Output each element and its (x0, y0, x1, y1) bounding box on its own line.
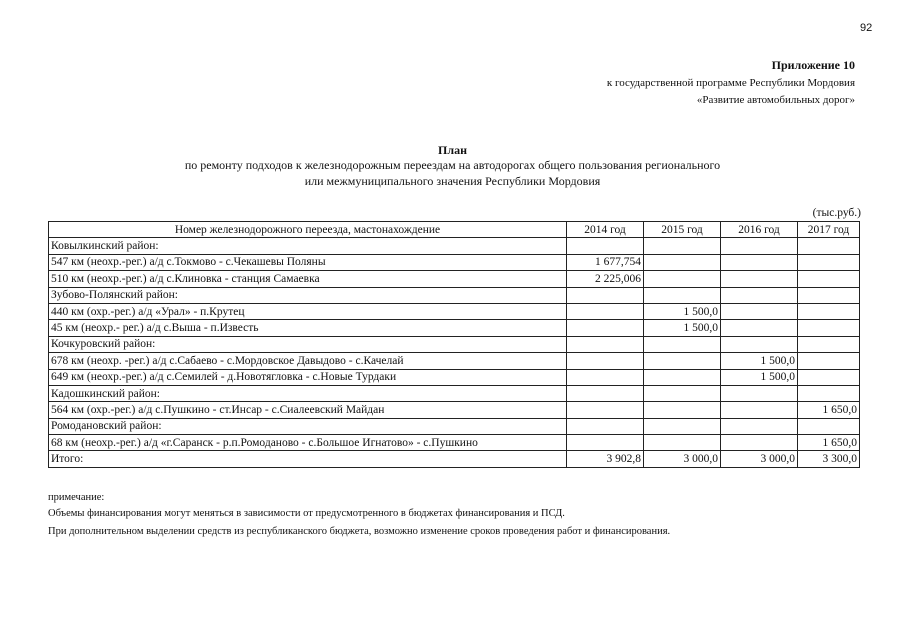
cell-2016 (721, 320, 798, 336)
cell-2014 (567, 303, 644, 319)
row-name: 649 км (неохр.-рег.) а/д с.Семилей - д.Новотягловка - с.Новые Турдаки (49, 369, 567, 385)
plan-table (48, 221, 860, 468)
page-number: 92 (860, 22, 873, 34)
cell-2017 (798, 369, 860, 385)
cell-2016 (721, 303, 798, 319)
table-row (49, 336, 860, 352)
header-2016: 2016 год (721, 222, 798, 238)
cell-2016 (721, 385, 798, 401)
cell-2015 (644, 435, 721, 451)
table-row (49, 271, 860, 287)
row-name: 68 км (неохр.-рег.) а/д «г.Саранск - р.п.Ромоданово - с.Большое Игнатово» - с.Пушкино (49, 435, 567, 451)
cell-2015 (644, 336, 721, 352)
header-location: Номер железнодорожного переезда, мастонахождение (49, 222, 567, 238)
cell-2017 (798, 303, 860, 319)
total-label: Итого: (49, 451, 567, 467)
table-row (49, 238, 860, 254)
table-row (49, 418, 860, 434)
cell-2016: 1 500,0 (721, 353, 798, 369)
notes-line-1: Объемы финансирования могут меняться в зависимости от предусмотренного в бюджетах финансирования и ПСД. (48, 508, 565, 519)
table-row (49, 287, 860, 303)
table-row (49, 320, 860, 336)
cell-2016: 1 500,0 (721, 369, 798, 385)
table-row (49, 254, 860, 270)
header-2017: 2017 год (798, 222, 860, 238)
notes-line-2: При дополнительном выделении средств из республиканского бюджета, возможно изменение сроков проведения работ и финансирования. (48, 526, 671, 537)
table-row (49, 385, 860, 401)
cell-2014: 2 225,006 (567, 271, 644, 287)
plan-title: План (438, 143, 467, 157)
cell-2014 (567, 336, 644, 352)
cell-2015 (644, 254, 721, 270)
cell-2014 (567, 320, 644, 336)
cell-2016 (721, 254, 798, 270)
cell-2016 (721, 402, 798, 418)
plan-subtitle-2: или межмуниципального значения Республики Мордовия (304, 174, 601, 188)
cell-2016 (721, 238, 798, 254)
cell-2014 (567, 353, 644, 369)
table-row (49, 303, 860, 319)
row-name: 45 км (неохр.- рег.) а/д с.Выша - п.Известь (49, 320, 567, 336)
cell-2017 (798, 320, 860, 336)
cell-2015 (644, 238, 721, 254)
table-row (49, 353, 860, 369)
cell-2015 (644, 385, 721, 401)
appendix-line-1: к государственной программе Республики Мордовия (606, 77, 855, 89)
cell-2015: 1 500,0 (644, 303, 721, 319)
row-name: Кадошкинский район: (49, 385, 567, 401)
cell-2015: 1 500,0 (644, 320, 721, 336)
row-name: Ковылкинский район: (49, 238, 567, 254)
cell-2015 (644, 271, 721, 287)
cell-2014 (567, 238, 644, 254)
header-2015: 2015 год (644, 222, 721, 238)
cell-2016 (721, 336, 798, 352)
cell-2015 (644, 369, 721, 385)
total-2016: 3 000,0 (721, 451, 798, 467)
appendix-line-2: «Развитие автомобильных дорог» (696, 94, 855, 106)
cell-2015 (644, 287, 721, 303)
cell-2014 (567, 385, 644, 401)
cell-2017 (798, 336, 860, 352)
table-total-row (49, 451, 860, 467)
total-2014: 3 902,8 (567, 451, 644, 467)
cell-2014 (567, 369, 644, 385)
cell-2015 (644, 353, 721, 369)
cell-2016 (721, 271, 798, 287)
row-name: 564 км (охр.-рег.) а/д с.Пушкино - ст.Инсар - с.Сиалеевский Майдан (49, 402, 567, 418)
row-name: 678 км (неохр. -рег.) а/д с.Сабаево - с.Мордовское Давыдово - с.Качелай (49, 353, 567, 369)
row-name: Ромодановский район: (49, 418, 567, 434)
row-name: 510 км (неохр.-рег.) а/д с.Клиновка - станция Самаевка (49, 271, 567, 287)
table-row (49, 369, 860, 385)
cell-2014 (567, 435, 644, 451)
header-2014: 2014 год (567, 222, 644, 238)
notes-heading: примечание: (48, 492, 105, 503)
total-2017: 3 300,0 (798, 451, 860, 467)
cell-2015 (644, 418, 721, 434)
cell-2016 (721, 418, 798, 434)
cell-2015 (644, 402, 721, 418)
cell-2014: 1 677,754 (567, 254, 644, 270)
row-name: Кочкуровский район: (49, 336, 567, 352)
cell-2017 (798, 353, 860, 369)
cell-2017: 1 650,0 (798, 402, 860, 418)
cell-2016 (721, 287, 798, 303)
appendix-title: Приложение 10 (771, 58, 855, 72)
cell-2017 (798, 271, 860, 287)
table-row (49, 402, 860, 418)
plan-subtitle-1: по ремонту подходов к железнодорожным переездам на автодорогах общего пользования регионального (184, 158, 721, 172)
row-name: Зубово-Полянский район: (49, 287, 567, 303)
unit-label: (тыс.руб.) (812, 207, 861, 219)
cell-2017 (798, 238, 860, 254)
row-name: 547 км (неохр.-рег.) а/д с.Токмово - с.Чекашевы Поляны (49, 254, 567, 270)
cell-2017 (798, 287, 860, 303)
cell-2017 (798, 254, 860, 270)
cell-2014 (567, 402, 644, 418)
cell-2017 (798, 418, 860, 434)
cell-2014 (567, 287, 644, 303)
cell-2016 (721, 435, 798, 451)
row-name: 440 км (охр.-рег.) а/д «Урал» - п.Крутец (49, 303, 567, 319)
cell-2014 (567, 418, 644, 434)
total-2015: 3 000,0 (644, 451, 721, 467)
table-row (49, 435, 860, 451)
cell-2017 (798, 385, 860, 401)
cell-2017: 1 650,0 (798, 435, 860, 451)
table-header-row (49, 222, 860, 238)
